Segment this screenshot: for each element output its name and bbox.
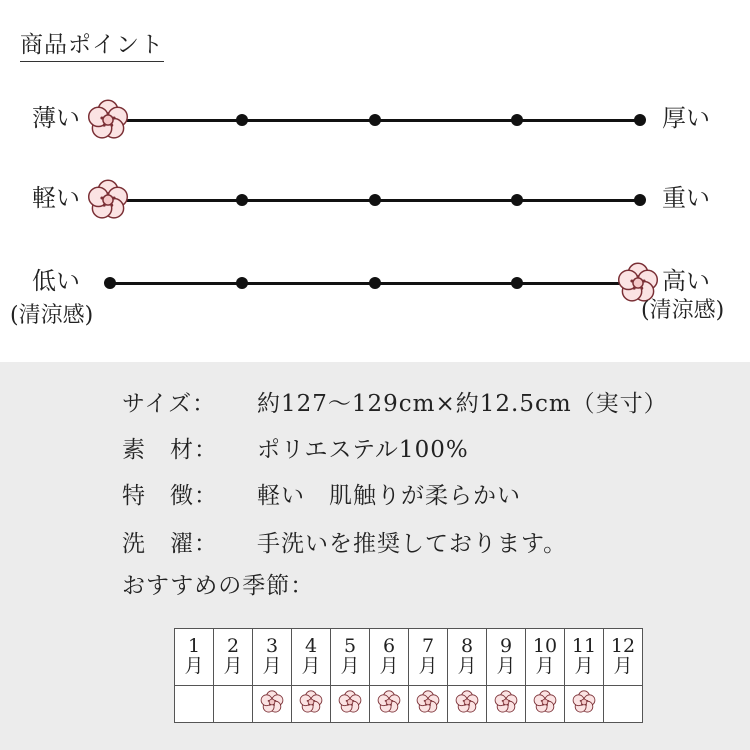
spec-value: 手洗いを推奨しております。 bbox=[257, 531, 568, 557]
month-unit: 月 bbox=[574, 655, 594, 677]
flower-icon bbox=[337, 689, 363, 719]
month-number: 1 bbox=[187, 635, 201, 658]
month-unit: 月 bbox=[418, 655, 438, 677]
season-mark-cell bbox=[253, 686, 292, 723]
spec-key: サイズ： bbox=[122, 391, 217, 417]
season-mark-cell bbox=[487, 686, 526, 723]
month-number: 4 bbox=[304, 635, 318, 658]
spec-key: 素 材： bbox=[122, 437, 218, 463]
month-number: 7 bbox=[421, 635, 435, 658]
season-mark-cell bbox=[175, 686, 214, 723]
season-mark-cell bbox=[370, 686, 409, 723]
scale-right-label: 厚い bbox=[662, 104, 710, 132]
page-title: 商品ポイント bbox=[20, 26, 164, 62]
spec-row-washing bbox=[122, 533, 722, 559]
month-number: 2 bbox=[226, 635, 240, 658]
season-month-cell bbox=[175, 629, 214, 686]
season-mark-cell bbox=[214, 686, 253, 723]
scale-dot bbox=[511, 277, 523, 289]
season-month-cell bbox=[253, 629, 292, 686]
season-month-cell bbox=[292, 629, 331, 686]
scale-dot bbox=[236, 114, 248, 126]
spec-row-material bbox=[122, 439, 722, 465]
scale-right-label: 高い bbox=[662, 267, 710, 295]
season-mark-cell bbox=[292, 686, 331, 723]
season-month-cell bbox=[604, 629, 643, 686]
month-unit: 月 bbox=[301, 655, 321, 677]
scale-left-label: 軽い bbox=[32, 184, 80, 212]
spec-key: 洗 濯： bbox=[122, 531, 218, 557]
month-unit: 月 bbox=[379, 655, 399, 677]
flower-icon bbox=[376, 689, 402, 719]
scale-left-label: 薄い bbox=[32, 104, 80, 132]
month-unit: 月 bbox=[340, 655, 360, 677]
month-number: 8 bbox=[460, 635, 474, 658]
flower-icon bbox=[532, 689, 558, 719]
season-mark-cell bbox=[448, 686, 487, 723]
scale-dot bbox=[236, 194, 248, 206]
month-unit: 月 bbox=[184, 655, 204, 677]
spec-row-size bbox=[122, 393, 722, 419]
month-number: 5 bbox=[343, 635, 357, 658]
scale-dot bbox=[236, 277, 248, 289]
flower-icon bbox=[298, 689, 324, 719]
season-mark-cell bbox=[526, 686, 565, 723]
scale-dot bbox=[104, 277, 116, 289]
season-month-cell bbox=[214, 629, 253, 686]
month-number: 9 bbox=[499, 635, 513, 658]
spec-value: 軽い 肌触りが柔らかい bbox=[257, 483, 521, 509]
flower-icon bbox=[259, 689, 285, 719]
month-unit: 月 bbox=[262, 655, 282, 677]
flower-icon bbox=[571, 689, 597, 719]
season-month-cell bbox=[448, 629, 487, 686]
spec-value: ポリエステル100% bbox=[257, 437, 469, 463]
month-unit: 月 bbox=[613, 655, 633, 677]
season-table bbox=[174, 628, 643, 723]
flower-icon bbox=[415, 689, 441, 719]
flower-marker-icon bbox=[85, 177, 131, 227]
scale-dot bbox=[369, 277, 381, 289]
season-month-cell bbox=[331, 629, 370, 686]
month-number: 10 bbox=[532, 635, 558, 658]
scale-dot bbox=[634, 114, 646, 126]
season-month-cell bbox=[370, 629, 409, 686]
month-number: 11 bbox=[571, 635, 597, 658]
season-mark-cell bbox=[604, 686, 643, 723]
season-mark-cell bbox=[565, 686, 604, 723]
flower-marker-icon bbox=[85, 97, 131, 147]
month-number: 3 bbox=[265, 635, 279, 658]
month-number: 12 bbox=[610, 635, 636, 658]
month-number: 6 bbox=[382, 635, 396, 658]
scale-dot bbox=[511, 114, 523, 126]
spec-row-feature bbox=[122, 485, 722, 511]
month-unit: 月 bbox=[496, 655, 516, 677]
scale-dot bbox=[634, 194, 646, 206]
scale-left-label: 低い bbox=[32, 267, 80, 295]
scale-dot bbox=[369, 114, 381, 126]
month-unit: 月 bbox=[223, 655, 243, 677]
scale-left-sublabel: (清涼感) bbox=[10, 303, 94, 328]
scale-right-label: 重い bbox=[662, 184, 710, 212]
season-month-cell bbox=[409, 629, 448, 686]
season-title: おすすめの季節： bbox=[122, 573, 315, 599]
season-month-cell bbox=[565, 629, 604, 686]
season-month-cell bbox=[526, 629, 565, 686]
month-unit: 月 bbox=[457, 655, 477, 677]
flower-icon bbox=[454, 689, 480, 719]
spec-key: 特 徴： bbox=[122, 483, 218, 509]
season-mark-cell bbox=[331, 686, 370, 723]
scale-right-sublabel: (清涼感) bbox=[641, 298, 725, 323]
season-marks-row bbox=[175, 686, 643, 723]
season-mark-cell bbox=[409, 686, 448, 723]
scale-dot bbox=[369, 194, 381, 206]
spec-value: 約127〜129cm×約12.5cm（実寸） bbox=[257, 391, 668, 417]
season-months-row bbox=[175, 629, 643, 686]
month-unit: 月 bbox=[535, 655, 555, 677]
season-month-cell bbox=[487, 629, 526, 686]
flower-icon bbox=[493, 689, 519, 719]
scale-dot bbox=[511, 194, 523, 206]
